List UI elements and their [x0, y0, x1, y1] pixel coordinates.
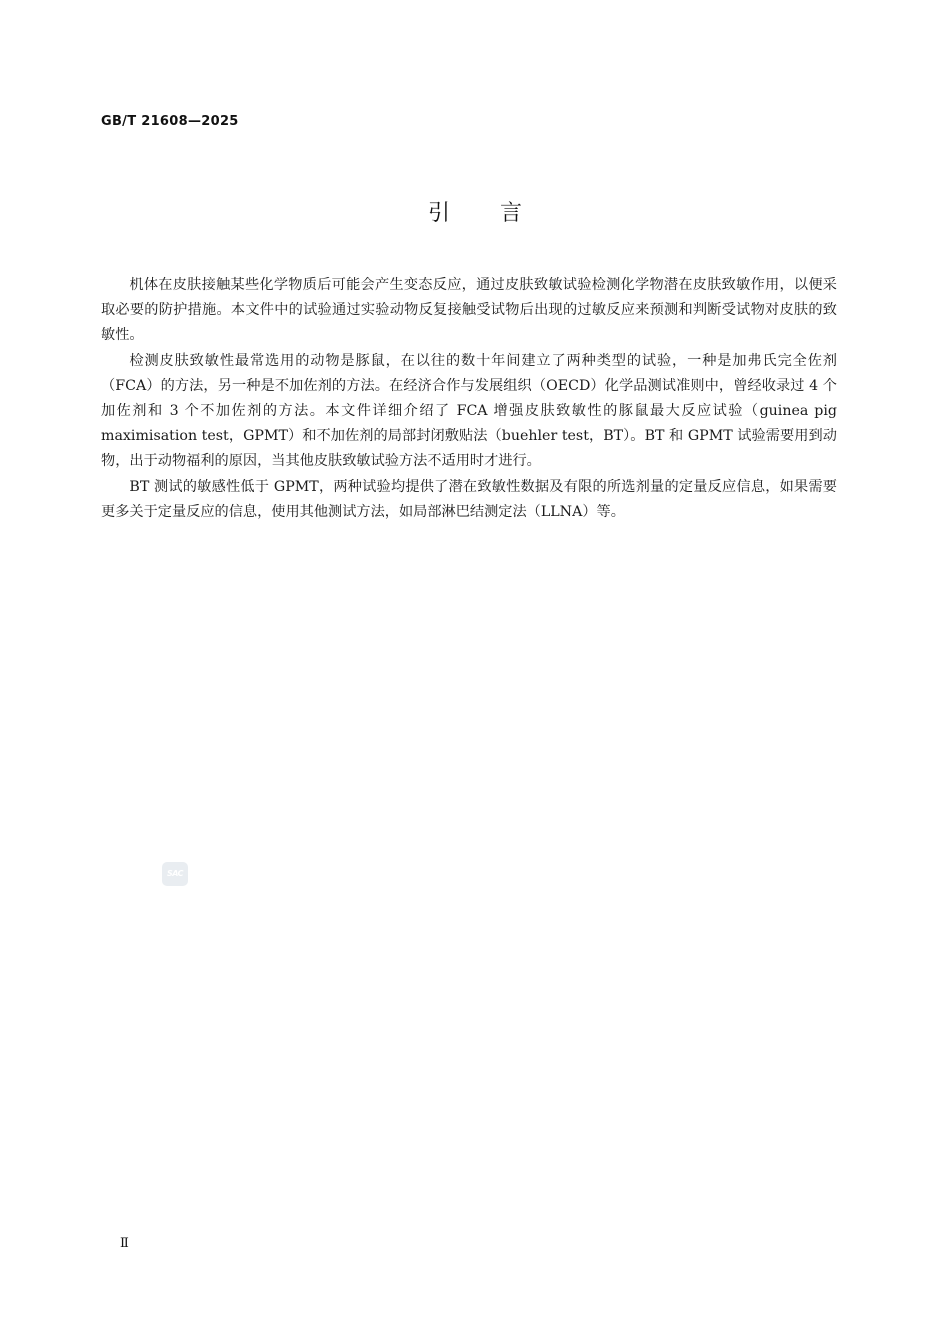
sac-watermark-logo: SAC: [162, 862, 188, 886]
paragraph: BT 测试的敏感性低于 GPMT，两种试验均提供了潜在致敏性数据及有限的所选剂量的定量反应信息，如果需要更多关于定量反应的信息，使用其他测试方法，如局部淋巴结测定法（LLNA）等。: [101, 479, 837, 520]
introduction-body: [101, 273, 837, 526]
standard-number: GB/T 21608—2025: [101, 114, 239, 129]
page-number: Ⅱ: [120, 1236, 129, 1251]
paragraph: 检测皮肤致敏性最常选用的动物是豚鼠，在以往的数十年间建立了两种类型的试验，一种是加弗氏完全佐剂（FCA）的方法，另一种是不加佐剂的方法。在经济合作与发展组织（OECD）化学品测试准则中，曾经收录过 4 个加佐剂和 3 个不加佐剂的方法。本文件详细介绍了 FCA 增强皮肤致敏性的豚鼠最大反应试验（guinea pig maximisation test，GPMT）和不加佐剂的局部封闭敷贴法（buehler test，BT）。BT 和 GPMT 试验需要用到动物，出于动物福利的原因，当其他皮肤致敏试验方法不适用时才进行。: [101, 353, 837, 469]
paragraph: 机体在皮肤接触某些化学物质后可能会产生变态反应，通过皮肤致敏试验检测化学物潜在皮肤致敏作用，以便采取必要的防护措施。本文件中的试验通过实验动物反复接触受试物后出现的过敏反应来预测和判断受试物对皮肤的致敏性。: [101, 277, 837, 343]
section-title: 引言: [427, 201, 572, 226]
